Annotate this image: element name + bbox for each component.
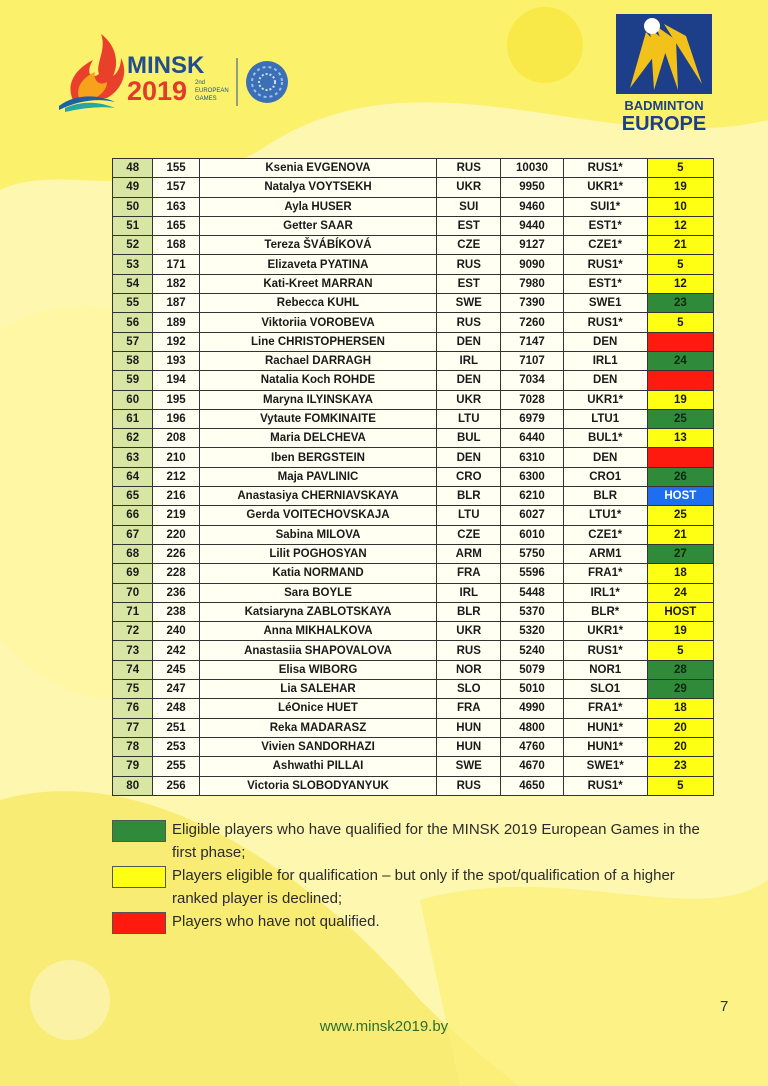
id-cell: 192 — [153, 332, 199, 351]
id-cell: 228 — [153, 564, 199, 583]
flame-bird-logo-icon — [59, 34, 124, 112]
quota-status-cell: 19 — [647, 622, 713, 641]
nation-cell: SLO — [437, 680, 501, 699]
nation-cell: DEN — [437, 332, 501, 351]
rank-cell: 54 — [113, 274, 153, 293]
player-name-cell: Anna MIKHALKOVA — [199, 622, 436, 641]
quota-status-cell: 13 — [647, 429, 713, 448]
rank-cell: 70 — [113, 583, 153, 602]
table-row — [113, 544, 714, 563]
player-name-cell: Maryna ILYINSKAYA — [199, 390, 436, 409]
quota-status-cell: 20 — [647, 718, 713, 737]
quota-code-cell: DEN — [563, 448, 647, 467]
id-cell: 251 — [153, 718, 199, 737]
table-row — [113, 448, 714, 467]
quota-code-cell: IRL1* — [563, 583, 647, 602]
rank-cell: 69 — [113, 564, 153, 583]
rank-cell: 49 — [113, 178, 153, 197]
rank-cell: 61 — [113, 409, 153, 428]
id-cell: 163 — [153, 197, 199, 216]
player-name-cell: Rachael DARRAGH — [199, 351, 436, 370]
quota-status-cell: 19 — [647, 178, 713, 197]
player-name-cell: Lia SALEHAR — [199, 680, 436, 699]
player-name-cell: Katia NORMAND — [199, 564, 436, 583]
quota-code-cell: IRL1 — [563, 351, 647, 370]
rank-cell: 60 — [113, 390, 153, 409]
nation-cell: CZE — [437, 236, 501, 255]
page-number: 7 — [720, 998, 729, 1015]
player-name-cell: Rebecca KUHL — [199, 294, 436, 313]
nation-cell: UKR — [437, 390, 501, 409]
quota-status-cell: 25 — [647, 506, 713, 525]
eoc-emblem-icon — [246, 61, 288, 103]
nation-cell: FRA — [437, 699, 501, 718]
quota-code-cell: RUS1* — [563, 313, 647, 332]
points-cell: 5240 — [501, 641, 563, 660]
id-cell: 195 — [153, 390, 199, 409]
rank-cell: 50 — [113, 197, 153, 216]
minsk-wordmark: MINSK — [127, 52, 205, 79]
player-name-cell: Sabina MILOVA — [199, 525, 436, 544]
table-row — [113, 602, 714, 621]
quota-code-cell: SLO1 — [563, 680, 647, 699]
rank-cell: 51 — [113, 216, 153, 235]
table-row — [113, 197, 714, 216]
nation-cell: CZE — [437, 525, 501, 544]
quota-code-cell: BLR* — [563, 602, 647, 621]
player-name-cell: Vytaute FOMKINAITE — [199, 409, 436, 428]
points-cell: 5010 — [501, 680, 563, 699]
nation-cell: RUS — [437, 641, 501, 660]
rank-cell: 66 — [113, 506, 153, 525]
player-name-cell: Elisa WIBORG — [199, 660, 436, 679]
points-cell: 5596 — [501, 564, 563, 583]
quota-status-cell: 10 — [647, 197, 713, 216]
quota-status-cell: 24 — [647, 351, 713, 370]
be-logo-line1: BADMINTON — [624, 98, 704, 113]
id-cell: 187 — [153, 294, 199, 313]
table-row — [113, 409, 714, 428]
id-cell: 255 — [153, 757, 199, 776]
id-cell: 256 — [153, 776, 199, 795]
player-name-cell: Maja PAVLINIC — [199, 467, 436, 486]
table-row — [113, 506, 714, 525]
table-row — [113, 159, 714, 178]
points-cell: 7390 — [501, 294, 563, 313]
nation-cell: BLR — [437, 602, 501, 621]
quota-code-cell: CRO1 — [563, 467, 647, 486]
quota-code-cell: NOR1 — [563, 660, 647, 679]
points-cell: 6027 — [501, 506, 563, 525]
table-row — [113, 371, 714, 390]
quota-code-cell: LTU1 — [563, 409, 647, 428]
points-cell: 7147 — [501, 332, 563, 351]
points-cell: 5079 — [501, 660, 563, 679]
quota-code-cell: FRA1* — [563, 699, 647, 718]
legend-swatch-green — [112, 820, 166, 842]
rank-cell: 75 — [113, 680, 153, 699]
quota-status-cell: HOST — [647, 602, 713, 621]
rank-cell: 64 — [113, 467, 153, 486]
quota-code-cell: RUS1* — [563, 255, 647, 274]
table-row — [113, 622, 714, 641]
id-cell: 226 — [153, 544, 199, 563]
player-name-cell: Kati-Kreet MARRAN — [199, 274, 436, 293]
nation-cell: HUN — [437, 737, 501, 756]
quota-status-cell — [647, 448, 713, 467]
quota-status-cell: 29 — [647, 680, 713, 699]
player-name-cell: Ashwathi PILLAI — [199, 757, 436, 776]
rank-cell: 62 — [113, 429, 153, 448]
quota-code-cell: CZE1* — [563, 525, 647, 544]
table-row — [113, 313, 714, 332]
table-row — [113, 660, 714, 679]
quota-code-cell: DEN — [563, 371, 647, 390]
id-cell: 220 — [153, 525, 199, 544]
rank-cell: 79 — [113, 757, 153, 776]
quota-status-cell: HOST — [647, 487, 713, 506]
points-cell: 9440 — [501, 216, 563, 235]
points-cell: 7034 — [501, 371, 563, 390]
points-cell: 4670 — [501, 757, 563, 776]
points-cell: 4760 — [501, 737, 563, 756]
rank-cell: 65 — [113, 487, 153, 506]
minsk-year: 2019 — [127, 76, 188, 106]
id-cell: 240 — [153, 622, 199, 641]
points-cell: 6440 — [501, 429, 563, 448]
table-row — [113, 487, 714, 506]
nation-cell: NOR — [437, 660, 501, 679]
nation-cell: ARM — [437, 544, 501, 563]
nation-cell: RUS — [437, 159, 501, 178]
player-name-cell: Elizaveta PYATINA — [199, 255, 436, 274]
id-cell: 155 — [153, 159, 199, 178]
id-cell: 157 — [153, 178, 199, 197]
nation-cell: RUS — [437, 313, 501, 332]
quota-code-cell: RUS1* — [563, 776, 647, 795]
table-row — [113, 641, 714, 660]
quota-status-cell: 12 — [647, 274, 713, 293]
table-row — [113, 178, 714, 197]
id-cell: 208 — [153, 429, 199, 448]
legend-text-yellow: Players eligible for qualification – but only if the spot/qualification of a higher ranked player is declined; — [172, 867, 675, 907]
player-name-cell: Iben BERGSTEIN — [199, 448, 436, 467]
rank-cell: 74 — [113, 660, 153, 679]
nation-cell: BLR — [437, 487, 501, 506]
table-row — [113, 680, 714, 699]
player-name-cell: Getter SAAR — [199, 216, 436, 235]
logo-subtitle-1: 2nd — [195, 80, 206, 86]
table-row — [113, 737, 714, 756]
nation-cell: SWE — [437, 757, 501, 776]
id-cell: 194 — [153, 371, 199, 390]
quota-code-cell: SUI1* — [563, 197, 647, 216]
id-cell: 242 — [153, 641, 199, 660]
points-cell: 6010 — [501, 525, 563, 544]
shuttlecock-logo-icon — [616, 14, 712, 94]
nation-cell: LTU — [437, 409, 501, 428]
player-name-cell: Ksenia EVGENOVA — [199, 159, 436, 178]
id-cell: 212 — [153, 467, 199, 486]
points-cell: 9090 — [501, 255, 563, 274]
quota-code-cell: EST1* — [563, 274, 647, 293]
rank-cell: 67 — [113, 525, 153, 544]
nation-cell: IRL — [437, 583, 501, 602]
points-cell: 6310 — [501, 448, 563, 467]
legend-swatch-red — [112, 912, 166, 934]
quota-status-cell: 5 — [647, 641, 713, 660]
quota-code-cell: SWE1 — [563, 294, 647, 313]
points-cell: 4990 — [501, 699, 563, 718]
rank-cell: 63 — [113, 448, 153, 467]
quota-code-cell: LTU1* — [563, 506, 647, 525]
rank-cell: 76 — [113, 699, 153, 718]
quota-status-cell: 18 — [647, 699, 713, 718]
id-cell: 210 — [153, 448, 199, 467]
quota-status-cell: 5 — [647, 776, 713, 795]
points-cell: 9127 — [501, 236, 563, 255]
quota-code-cell: RUS1* — [563, 159, 647, 178]
table-row — [113, 776, 714, 795]
table-row — [113, 564, 714, 583]
rank-cell: 57 — [113, 332, 153, 351]
rank-cell: 56 — [113, 313, 153, 332]
rank-cell: 68 — [113, 544, 153, 563]
id-cell: 216 — [153, 487, 199, 506]
quota-status-cell: 5 — [647, 255, 713, 274]
nation-cell: DEN — [437, 448, 501, 467]
quota-status-cell: 19 — [647, 390, 713, 409]
table-row — [113, 699, 714, 718]
points-cell: 6300 — [501, 467, 563, 486]
logo-subtitle-3: GAMES — [195, 96, 217, 102]
player-name-cell: Anastasiya CHERNIAVSKAYA — [199, 487, 436, 506]
player-name-cell: Vivien SANDORHAZI — [199, 737, 436, 756]
quota-status-cell: 21 — [647, 236, 713, 255]
player-name-cell: Victoria SLOBODYANYUK — [199, 776, 436, 795]
id-cell: 171 — [153, 255, 199, 274]
player-name-cell: Maria DELCHEVA — [199, 429, 436, 448]
quota-status-cell: 23 — [647, 757, 713, 776]
nation-cell: FRA — [437, 564, 501, 583]
points-cell: 4800 — [501, 718, 563, 737]
table-row — [113, 583, 714, 602]
table-row — [113, 294, 714, 313]
id-cell: 245 — [153, 660, 199, 679]
quota-code-cell: BLR — [563, 487, 647, 506]
quota-status-cell: 18 — [647, 564, 713, 583]
nation-cell: RUS — [437, 255, 501, 274]
points-cell: 7260 — [501, 313, 563, 332]
player-name-cell: Gerda VOITECHOVSKAJA — [199, 506, 436, 525]
quota-status-cell: 5 — [647, 159, 713, 178]
player-name-cell: Natalia Koch ROHDE — [199, 371, 436, 390]
quota-status-cell — [647, 371, 713, 390]
nation-cell: UKR — [437, 178, 501, 197]
legend-text-green: Eligible players who have qualified for the MINSK 2019 European Games in the first phase; — [172, 821, 700, 861]
rank-cell: 52 — [113, 236, 153, 255]
nation-cell: CRO — [437, 467, 501, 486]
quota-status-cell: 21 — [647, 525, 713, 544]
points-cell: 7980 — [501, 274, 563, 293]
rank-cell: 55 — [113, 294, 153, 313]
player-name-cell: Natalya VOYTSEKH — [199, 178, 436, 197]
rank-cell: 80 — [113, 776, 153, 795]
rank-cell: 59 — [113, 371, 153, 390]
rank-cell: 71 — [113, 602, 153, 621]
rank-cell: 78 — [113, 737, 153, 756]
table-row — [113, 429, 714, 448]
legend-swatch-yellow — [112, 866, 166, 888]
player-name-cell: Lilit POGHOSYAN — [199, 544, 436, 563]
quota-status-cell: 28 — [647, 660, 713, 679]
points-cell: 9950 — [501, 178, 563, 197]
quota-code-cell: CZE1* — [563, 236, 647, 255]
id-cell: 165 — [153, 216, 199, 235]
quota-status-cell: 5 — [647, 313, 713, 332]
quota-code-cell: UKR1* — [563, 390, 647, 409]
points-cell: 5370 — [501, 602, 563, 621]
player-name-cell: Ayla HUSER — [199, 197, 436, 216]
quota-code-cell: SWE1* — [563, 757, 647, 776]
quota-status-cell: 23 — [647, 294, 713, 313]
points-cell: 7107 — [501, 351, 563, 370]
id-cell: 193 — [153, 351, 199, 370]
footer-url-link[interactable]: www.minsk2019.by — [319, 1018, 449, 1035]
ranking-table — [112, 158, 714, 796]
nation-cell: BUL — [437, 429, 501, 448]
quota-status-cell: 25 — [647, 409, 713, 428]
nation-cell: EST — [437, 274, 501, 293]
quota-status-cell: 24 — [647, 583, 713, 602]
table-row — [113, 467, 714, 486]
table-row — [113, 390, 714, 409]
quota-code-cell: UKR1* — [563, 178, 647, 197]
player-name-cell: Anastasiia SHAPOVALOVA — [199, 641, 436, 660]
id-cell: 189 — [153, 313, 199, 332]
quota-code-cell: ARM1 — [563, 544, 647, 563]
be-logo-line2: EUROPE — [621, 113, 707, 132]
quota-code-cell: RUS1* — [563, 641, 647, 660]
nation-cell: SWE — [437, 294, 501, 313]
points-cell: 5750 — [501, 544, 563, 563]
points-cell: 10030 — [501, 159, 563, 178]
id-cell: 253 — [153, 737, 199, 756]
logo-subtitle-2: EUROPEAN — [195, 88, 229, 94]
legend-text-red: Players who have not qualified. — [172, 913, 380, 930]
quota-code-cell: DEN — [563, 332, 647, 351]
quota-status-cell: 27 — [647, 544, 713, 563]
rank-cell: 48 — [113, 159, 153, 178]
table-row — [113, 332, 714, 351]
table-row — [113, 255, 714, 274]
player-name-cell: Line CHRISTOPHERSEN — [199, 332, 436, 351]
points-cell: 7028 — [501, 390, 563, 409]
quota-code-cell: UKR1* — [563, 622, 647, 641]
nation-cell: HUN — [437, 718, 501, 737]
legend-item-red — [112, 910, 712, 933]
player-name-cell: LéOnice HUET — [199, 699, 436, 718]
id-cell: 168 — [153, 236, 199, 255]
id-cell: 248 — [153, 699, 199, 718]
points-cell: 6210 — [501, 487, 563, 506]
legend-item-yellow — [112, 864, 712, 910]
rank-cell: 73 — [113, 641, 153, 660]
quota-code-cell: FRA1* — [563, 564, 647, 583]
points-cell: 5448 — [501, 583, 563, 602]
points-cell: 5320 — [501, 622, 563, 641]
table-row — [113, 216, 714, 235]
badminton-europe-logo — [616, 14, 712, 132]
table-row — [113, 757, 714, 776]
nation-cell: RUS — [437, 776, 501, 795]
player-name-cell: Sara BOYLE — [199, 583, 436, 602]
rank-cell: 72 — [113, 622, 153, 641]
ranking-table-body — [113, 159, 714, 796]
quota-status-cell: 12 — [647, 216, 713, 235]
nation-cell: IRL — [437, 351, 501, 370]
quota-status-cell: 20 — [647, 737, 713, 756]
rank-cell: 58 — [113, 351, 153, 370]
nation-cell: UKR — [437, 622, 501, 641]
player-name-cell: Tereza ŠVÁBÍKOVÁ — [199, 236, 436, 255]
quota-status-cell — [647, 332, 713, 351]
table-row — [113, 236, 714, 255]
id-cell: 247 — [153, 680, 199, 699]
player-name-cell: Reka MADARASZ — [199, 718, 436, 737]
nation-cell: DEN — [437, 371, 501, 390]
nation-cell: LTU — [437, 506, 501, 525]
points-cell: 4650 — [501, 776, 563, 795]
quota-code-cell: HUN1* — [563, 718, 647, 737]
rank-cell: 77 — [113, 718, 153, 737]
quota-status-cell: 26 — [647, 467, 713, 486]
id-cell: 236 — [153, 583, 199, 602]
quota-code-cell: HUN1* — [563, 737, 647, 756]
table-row — [113, 718, 714, 737]
table-row — [113, 274, 714, 293]
table-row — [113, 351, 714, 370]
player-name-cell: Viktoriia VOROBEVA — [199, 313, 436, 332]
rank-cell: 53 — [113, 255, 153, 274]
id-cell: 196 — [153, 409, 199, 428]
nation-cell: EST — [437, 216, 501, 235]
id-cell: 238 — [153, 602, 199, 621]
nation-cell: SUI — [437, 197, 501, 216]
id-cell: 219 — [153, 506, 199, 525]
id-cell: 182 — [153, 274, 199, 293]
quota-code-cell: BUL1* — [563, 429, 647, 448]
quota-code-cell: EST1* — [563, 216, 647, 235]
legend — [112, 818, 712, 933]
minsk-2019-logo — [55, 28, 295, 113]
legend-item-green — [112, 818, 712, 864]
player-name-cell: Katsiaryna ZABLOTSKAYA — [199, 602, 436, 621]
points-cell: 9460 — [501, 197, 563, 216]
table-row — [113, 525, 714, 544]
points-cell: 6979 — [501, 409, 563, 428]
